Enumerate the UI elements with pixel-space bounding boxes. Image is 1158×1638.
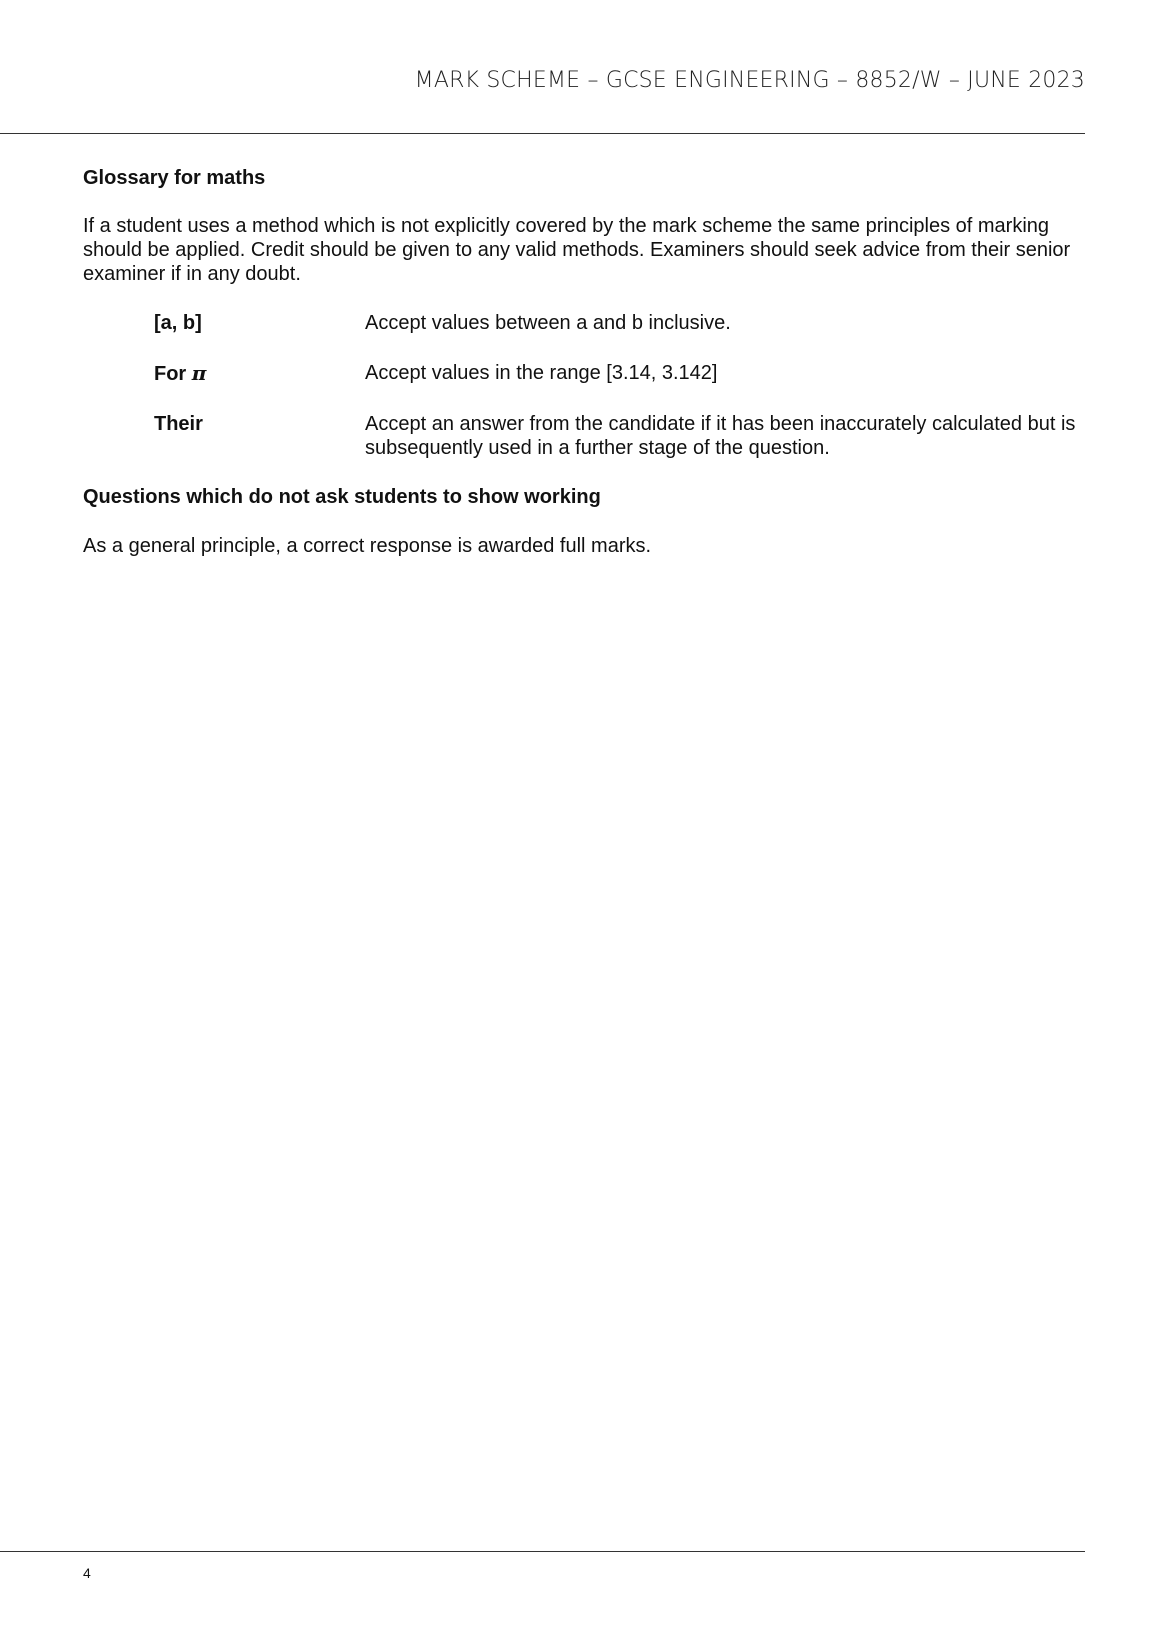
page-number: 4 <box>83 1565 91 1581</box>
glossary-definition: Accept values in the range [3.14, 3.142] <box>365 362 718 384</box>
pi-symbol: π <box>191 361 207 385</box>
glossary-row-their <box>154 412 1085 460</box>
glossary-intro-paragraph: If a student uses a method which is not explicitly covered by the mark scheme the same principles of marking should be applied. Credit should be given to any valid methods. Examiners should seek advice from their senior examiner if in any doubt. <box>83 215 1071 285</box>
glossary-definition: Accept values between a and b inclusive. <box>365 312 731 334</box>
glossary-definition: Accept an answer from the candidate if it has been inaccurately calculated but is subsequently used in a further stage of the question. <box>365 413 1076 459</box>
footer-divider <box>0 1551 1085 1552</box>
glossary-term-pi <box>154 361 365 386</box>
glossary-term: [a, b] <box>154 312 202 334</box>
header-divider <box>0 133 1085 134</box>
questions-body-paragraph: As a general principle, a correct response is awarded full marks. <box>83 535 652 557</box>
glossary-table <box>154 311 1085 460</box>
glossary-term-text: For <box>154 363 187 385</box>
glossary-row-range <box>154 311 1085 335</box>
running-header-title: MARK SCHEME – GCSE ENGINEERING – 8852/W – JUNE 2023 <box>414 68 1085 93</box>
glossary-heading: Glossary for maths <box>83 167 266 189</box>
glossary-term: Their <box>154 413 203 435</box>
questions-heading: Questions which do not ask students to show working <box>83 486 601 508</box>
main-content <box>83 166 1085 558</box>
glossary-row-pi <box>154 361 1085 386</box>
